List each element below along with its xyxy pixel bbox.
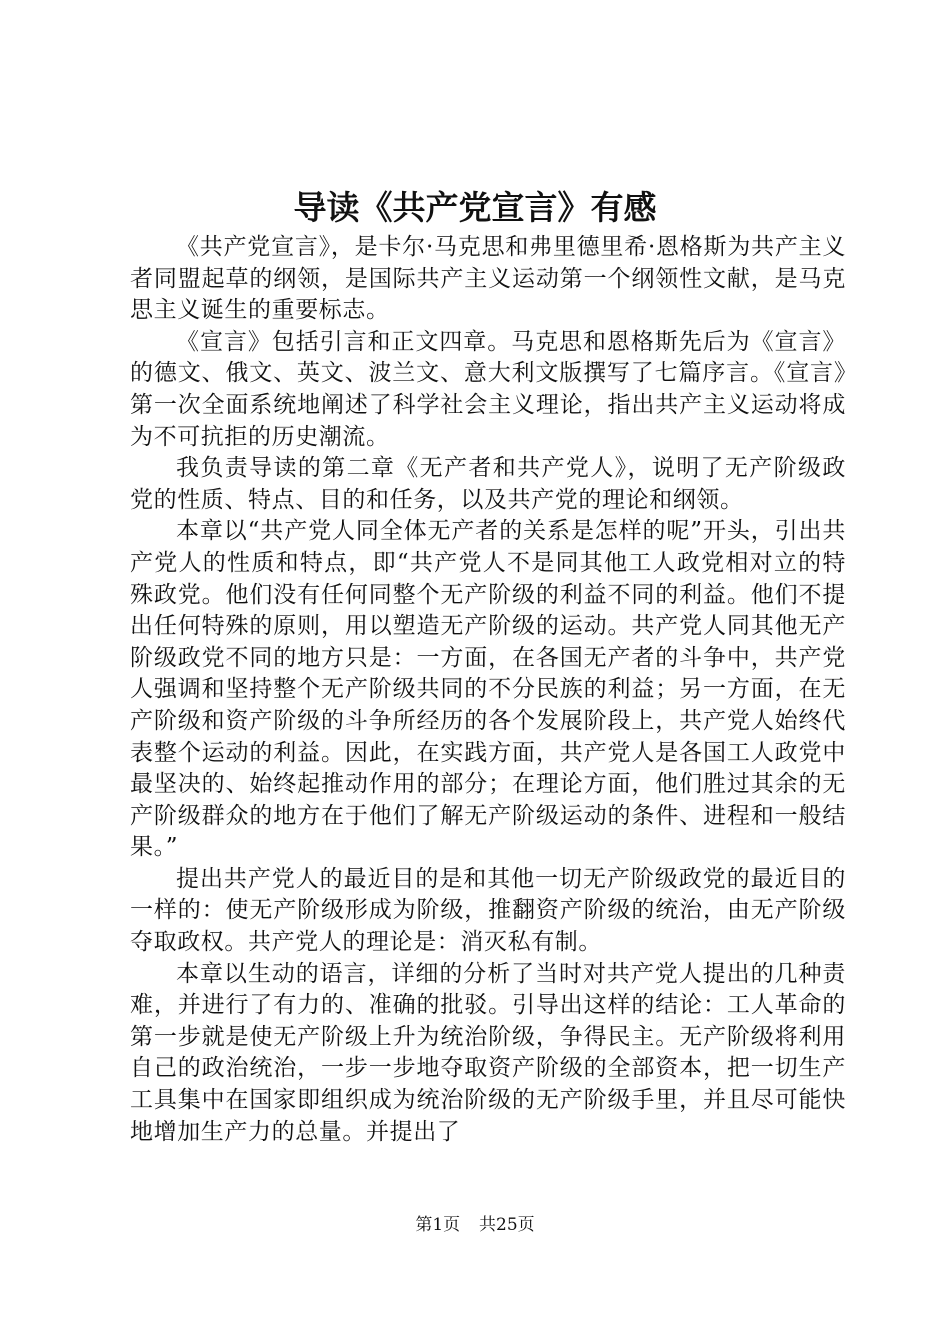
paragraph: 《宣言》包括引言和正文四章。马克思和恩格斯先后为《宣言》的德文、俄文、英文、波兰文、意大利文版撰写了七篇序言。《宣言》第一次全面系统地阐述了科学社会主义理论，指出共产主义运动将成为不可抗拒的历史潮流。 <box>130 328 846 450</box>
page-total: 共25页 <box>479 1215 535 1235</box>
paragraph: 本章以生动的语言，详细的分析了当时对共产党人提出的几种责难，并进行了有力的、准确的批驳。引导出这样的结论：工人革命的第一步就是使无产阶级上升为统治阶级，争得民主。无产阶级将利用自己的政治统治，一步一步地夺取资产阶级的全部资本，把一切生产工具集中在国家即组织成为统治阶级的无产阶级手里，并且尽可能快地增加生产力的总量。并提出了 <box>130 960 846 1145</box>
page-number: 第1页 <box>415 1215 461 1235</box>
paragraph: 我负责导读的第二章《无产者和共产党人》，说明了无产阶级政党的性质、特点、目的和任务，以及共产党的理论和纲领。 <box>130 455 846 513</box>
body-text <box>130 232 846 1148</box>
paragraph: 《共产党宣言》，是卡尔·马克思和弗里德里希·恩格斯为共产主义者同盟起草的纲领，是国际共产主义运动第一个纲领性文献，是马克思主义诞生的重要标志。 <box>130 234 846 324</box>
paragraph: 本章以“共产党人同全体无产者的关系是怎样的呢”开头，引出共产党人的性质和特点，即“共产党人不是同其他工人政党相对立的特殊政党。他们没有任何同整个无产阶级的利益不同的利益。他们不提出任何特殊的原则，用以塑造无产阶级的运动。共产党人同其他无产阶级政党不同的地方只是：一方面，在各国无产者的斗争中，共产党人强调和坚持整个无产阶级共同的不分民族的利益；另一方面，在无产阶级和资产阶级的斗争所经历的各个发展阶段上，共产党人始终代表整个运动的利益。因此，在实践方面，共产党人是各国工人政党中最坚决的、始终起推动作用的部分；在理论方面，他们胜过其余的无产阶级群众的地方在于他们了解无产阶级运动的条件、进程和一般结果。” <box>130 518 846 861</box>
page-footer <box>0 1213 950 1237</box>
paragraph: 提出共产党人的最近目的是和其他一切无产阶级政党的最近目的一样的：使无产阶级形成为阶级，推翻资产阶级的统治，由无产阶级夺取政权。共产党人的理论是：消灭私有制。 <box>130 865 846 956</box>
page-title: 导读《共产党宣言》有感 <box>293 188 657 227</box>
